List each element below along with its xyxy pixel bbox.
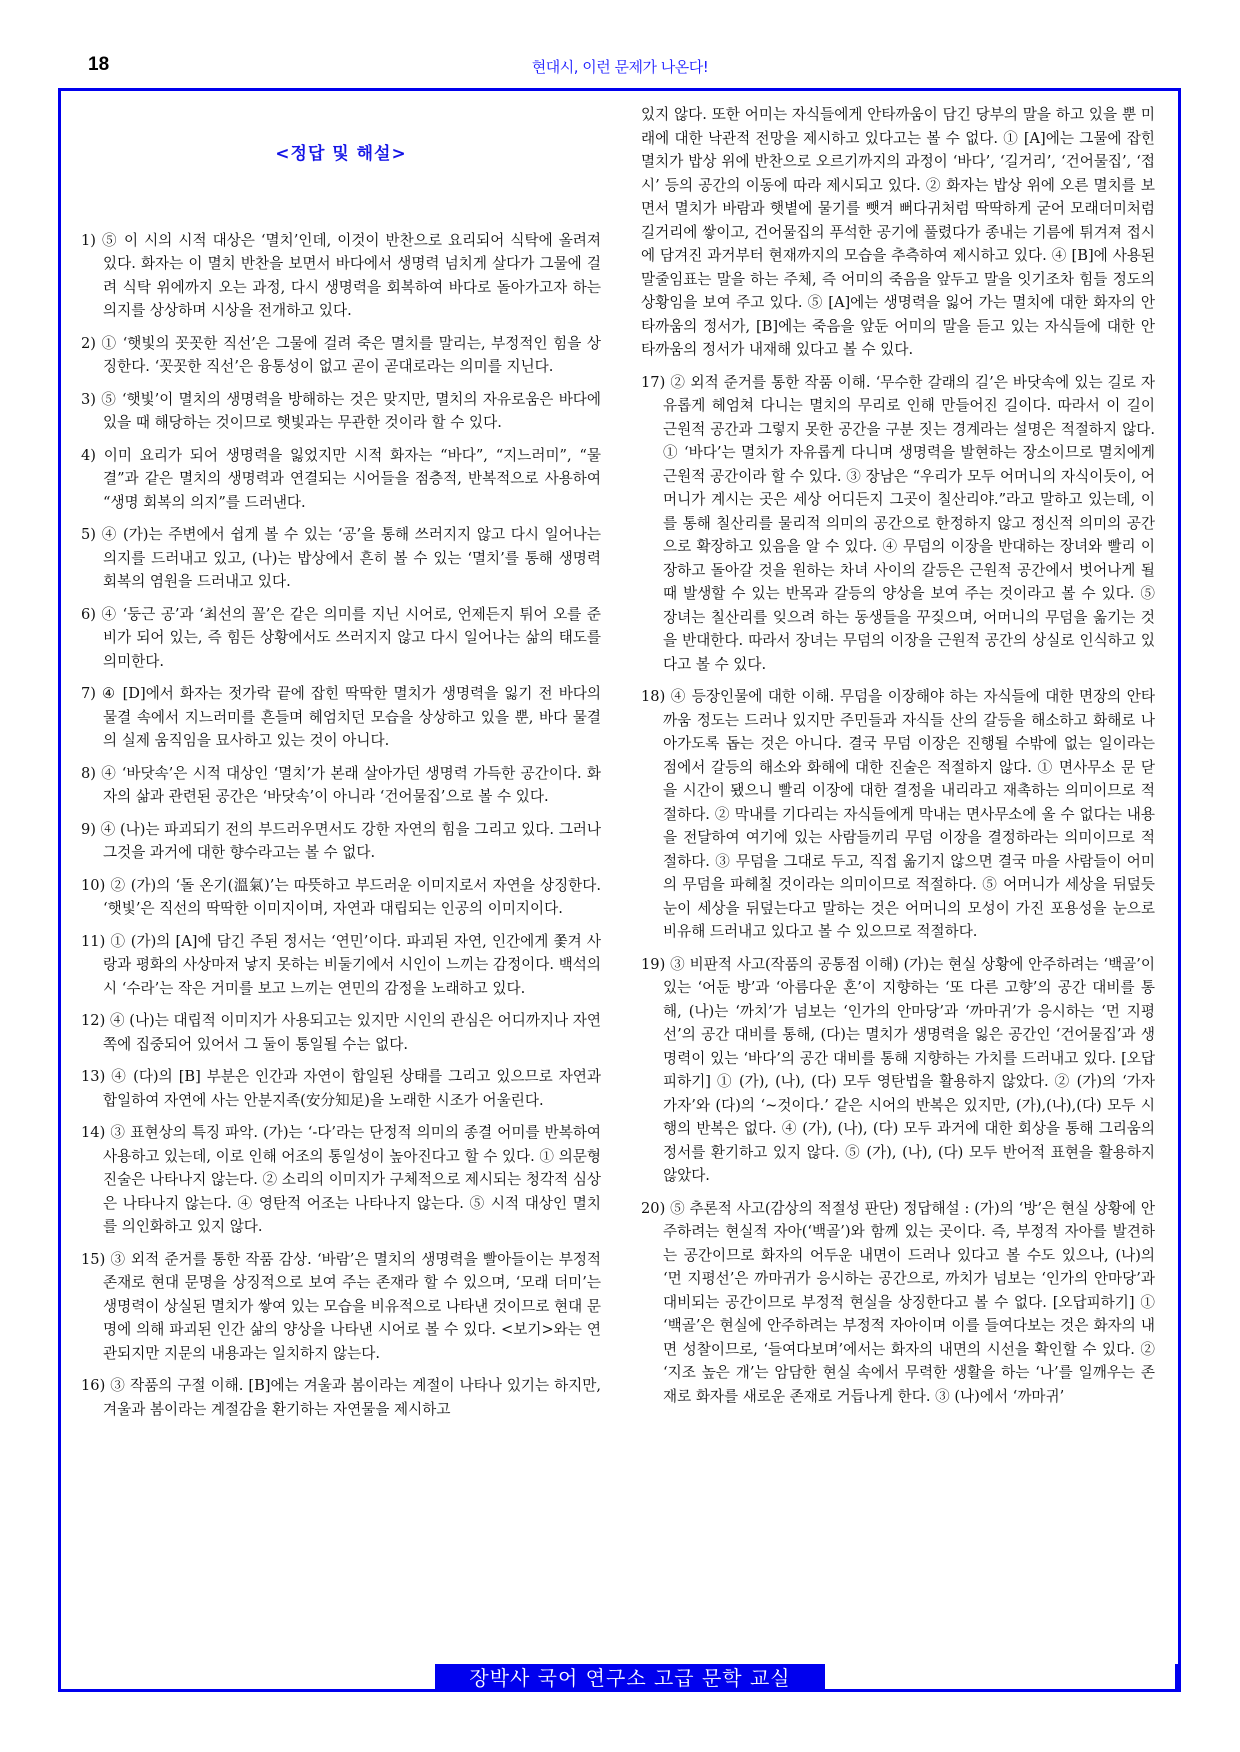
answer-item: 18) ④ 등장인물에 대한 이해. 무덤을 이장해야 하는 자식들에 대한 면장의 안타까움 정도는 드러나 있지만 주민들과 자식들 산의 갈등을 해소하고 화해로 나아가도록 돕는 것은 아니다. 결국 무덤 이장은 진행될 수밖에 없는 일이라는 점에서 갈등의 해소와 화해에 대한 진술은 적절하지 않다. ① 면사무소 문 닫을 시간이 됐으니 빨리 이장에 대한 결정을 내리라고 재촉하는 의미이므로 적절하다. ② 막내를 기다리는 자식들에게 막내는 면사무소에 올 수 없다는 내용을 전달하여 여기에 있는 사람들끼리 무덤 이장을 결정하라는 의미이므로 적절하다. ③ 무덤을 그대로 두고, 직접 옮기지 않으면 결국 마을 사람들이 어미의 무덤을 파헤칠 것이라는 의미이므로 적절하다. ⑤ 어머니가 세상을 뒤덮듯 눈이 세상을 뒤덮는다고 말하는 것은 어머니의 모성이 가진 포용성을 눈으로 비유해 드러내고 있다고 볼 수 있으므로 적절하다. <box>641 688 1155 940</box>
page-frame <box>58 88 1181 1692</box>
answer-item: 5) ④ (가)는 주변에서 쉽게 볼 수 있는 ‘공’을 통해 쓰러지지 않고 다시 일어나는 의지를 드러내고 있고, (나)는 밥상에서 흔히 볼 수 있는 ‘멸치’를 통해 생명력 회복의 염원을 드러내고 있다. <box>81 526 602 590</box>
answer-item: 1) ⑤ 이 시의 시적 대상은 ‘멸치’인데, 이것이 반찬으로 요리되어 식탁에 올려져 있다. 화자는 이 멸치 반찬을 보면서 바다에서 생명력 넘치게 살다가 그물에 걸려 식탁 위에까지 오는 과정, 다시 생명력을 회복하여 바다로 돌아가고자 하는 의지를 상상하며 시상을 전개하고 있다. <box>81 231 602 319</box>
answer-item: 15) ③ 외적 준거를 통한 작품 감상. ‘바람’은 멸치의 생명력을 빨아들이는 부정적 존재로 현대 문명을 상징적으로 보여 주는 존재라 할 수 있으며, ‘모래 더미’는 생명력이 상실된 멸치가 쌓여 있는 모습을 비유적으로 나타낸 것이므로 현대 문명에 의해 파괴된 인간 삶의 양상을 나타낸 시어로 볼 수 있다. <보기>와는 연관되지만 지문의 내용과는 일치하지 않는다. <box>81 1250 602 1362</box>
page-number: 18 <box>88 54 110 75</box>
running-title: 현대시, 이런 문제가 나온다! <box>531 58 709 76</box>
section-title: <정답 및 해설> <box>275 144 407 164</box>
answer-item: 19) ③ 비판적 사고(작품의 공통점 이해) (가)는 현실 상황에 안주하려는 ‘백골’이 있는 ‘어둔 방’과 ‘아름다운 혼’이 지향하는 ‘또 다른 고향’의 공간 대비를 통해, (나)는 ‘까치’가 넘보는 ‘인가의 안마당’과 ‘까마귀’가 응시하는 ‘먼 지평선’의 공간 대비를 통해, (다)는 멸치가 생명력을 잃은 공간인 ‘건어물집’과 생명력이 있는 ‘바다’의 공간 대비를 통해 지향하는 가치를 드러내고 있다. [오답피하기] ① (가), (나), (다) 모두 영탄법을 활용하지 않았다. ② (가)의 ‘가자 가자’와 (다)의 ‘~것이다.’ 같은 시어의 반복은 있지만, (가),(나),(다) 모두 시행의 반복은 없다. ④ (가), (나), (다) 모두 과거에 대한 회상을 통해 그리움의 정서를 환기하고 있지 않다. ⑤ (가), (나), (다) 모두 반어적 표현을 활용하지 않았다. <box>641 955 1155 1184</box>
answer-item: 7) ④ [D]에서 화자는 젓가락 끝에 잡힌 딱딱한 멸치가 생명력을 잃기 전 바다의 물결 속에서 지느러미를 흔들며 헤엄치던 모습을 상상하고 있을 뿐, 바다 물결의 실제 움직임을 묘사하고 있는 것이 아니다. <box>81 685 601 749</box>
answer-item: 10) ② (가)의 ‘돌 온기(溫氣)’는 따뜻하고 부드러운 이미지로서 자연을 상징한다. ‘햇빛’은 직선의 딱딱한 이미지이며, 자연과 대립되는 인공의 이미지이다. <box>81 876 602 917</box>
answer-item: 3) ⑤ ‘햇빛’이 멸치의 생명력을 방해하는 것은 맞지만, 멸치의 자유로움은 바다에 있을 때 해당하는 것이므로 햇빛과는 무관한 것이라 할 수 있다. <box>81 390 601 431</box>
answer-list-left <box>81 229 601 1422</box>
answer-item: 17) ② 외적 준거를 통한 작품 이해. ‘무수한 갈래의 길’은 바닷속에 있는 길로 자유롭게 헤엄쳐 다니는 멸치의 무리로 인해 만들어진 길이다. 따라서 이 길이 근원적 공간과 그렇지 못한 공간을 구분 짓는 경계라는 설명은 적절하지 않다. ① ‘바다’는 멸치가 자유롭게 다니며 생명력을 발현하는 장소이므로 멸치에게 근원적 공간이라 할 수 있다. ③ 장남은 “우리가 모두 어머니의 자식이듯이, 어머니가 계시는 곳은 세상 어디든지 그곳이 칠산리야.”라고 말하고 있는데, 이를 통해 칠산리를 물리적 의미의 공간으로 한정하지 않고 정신적 의미의 공간으로 확장하고 있음을 알 수 있다. ④ 무덤의 이장을 반대하는 장녀와 빨리 이장하고 돌아갈 것을 원하는 차녀 사이의 갈등은 근원적 공간에서 벗어나게 될 때 발생할 수 있는 반목과 갈등의 양상을 보여 주는 것이라고 볼 수 있다. ⑤ 장녀는 칠산리를 잊으려 하는 동생들을 꾸짖으며, 어머니의 무덤을 옮기는 것을 반대한다. 따라서 장녀는 무덤의 이장을 근원적 공간의 상실로 인식하고 있다고 볼 수 있다. <box>641 373 1156 673</box>
answer-item: 13) ④ (다)의 [B] 부분은 인간과 자연이 합일된 상태를 그리고 있으므로 자연과 합일하여 자연에 사는 안분지족(安分知足)을 노래한 시조가 어울린다. <box>81 1068 602 1109</box>
answer-item: 20) ⑤ 추론적 사고(감상의 적절성 판단) 정답해설 : (가)의 ‘방’은 현실 상황에 안주하려는 현실적 자아(‘백골’)와 함께 있는 곳이다. 즉, 부정적 자아를 발견하는 공간이므로 화자의 어두운 내면이 드러나 있다고 볼 수도 있으나, (나)의 ‘먼 지평선’은 까마귀가 응시하는 공간으로, 까치가 넘보는 ‘인가의 안마당’과 대비되는 공간이므로 부정적 현실을 상징한다고 볼 수 없다. [오답피하기] ① ‘백골’은 현실에 안주하려는 부정적 자아이며 이를 들여다보는 것은 화자의 내면 성찰이므로, ‘들여다보며’에서는 화자의 내면의 시선을 확인할 수 있다. ② ‘지조 높은 개’는 암담한 현실 속에서 무력한 생활을 하는 ‘나’를 일깨우는 존재로 화자를 새로운 존재로 거듭나게 한다. ③ (나)에서 ‘까마귀’ <box>641 1199 1156 1405</box>
footer-banner: 장박사 국어 연구소 고급 문학 교실 <box>435 1664 825 1692</box>
answer-item: 16) ③ 작품의 구절 이해. [B]에는 겨울과 봄이라는 계절이 나타나 있기는 하지만, 겨울과 봄이라는 계절감을 환기하는 자연물을 제시하고 <box>81 1377 602 1418</box>
frame-corner-accent <box>1175 1664 1181 1692</box>
answer-item: 11) ① (가)의 [A]에 담긴 주된 정서는 ‘연민’이다. 파괴된 자연, 인간에게 쫓겨 사랑과 평화의 사상마저 낳지 못하는 비둘기에서 시인이 느끼는 감정이다. 백석의 시 ‘수라’는 작은 거미를 보고 느끼는 연민의 감정을 노래하고 있다. <box>81 932 602 997</box>
answer-item: 14) ③ 표현상의 특징 파악. (가)는 ‘-다’라는 단정적 의미의 종결 어미를 반복하여 사용하고 있는데, 이로 인해 어조의 통일성이 높아진다고 할 수 있다. ① 의문형 진술은 나타나지 않는다. ② 소리의 이미지가 구체적으로 제시되는 청각적 심상은 나타나지 않는다. ④ 영탄적 어조는 나타나지 않는다. ⑤ 시적 대상인 멸치를 의인화하고 있지 않다. <box>81 1124 602 1235</box>
answer-item: 4) 이미 요리가 되어 생명력을 잃었지만 시적 화자는 “바다”, “지느러미”, “물결”과 같은 멸치의 생명력과 연결되는 시어들을 점층적, 반복적으로 사용하여 “생명 회복의 의지”를 드러낸다. <box>81 446 601 511</box>
answer-item: 6) ④ ‘둥근 공’과 ‘최선의 꼴’은 같은 의미를 지닌 시어로, 언제든지 튀어 오를 준비가 되어 있는, 즉 힘든 상황에서도 쓰러지지 않고 다시 일어나는 삶의 태도를 의미한다. <box>81 605 601 670</box>
answer-continuation: 있지 않다. 또한 어미는 자식들에게 안타까움이 담긴 당부의 말을 하고 있을 뿐 미래에 대한 낙관적 전망을 제시하고 있다고는 볼 수 없다. ① [A]에는 그물에 잡힌 멸치가 밥상 위에 반찬으로 오르기까지의 과정이 ‘바다’, ‘길거리’, ‘건어물집’, ‘접시’ 등의 공간의 이동에 따라 제시되고 있다. ② 화자는 밥상 위에 오른 멸치를 보면서 멸치가 바람과 햇볕에 물기를 뺏겨 뻐다귀처럼 딱딱하게 굳어 모래더미처럼 길거리에 쌓이고, 건어물집의 푸석한 공기에 풀렸다가 종내는 기름에 튀겨져 접시에 담겨진 과거부터 현재까지의 모습을 추측하여 제시하고 있다. ④ [B]에 사용된 말줄임표는 말을 하는 주체, 즉 어미의 죽음을 앞두고 말을 잇기조차 힘들 정도의 상황임을 보여 주고 있다. ⑤ [A]에는 생명력을 잃어 가는 멸치에 대한 화자의 안타까움의 정서가, [B]에는 죽음을 앞둔 어미의 말을 듣고 있는 자식들에 대한 안타까움의 정서가 내재해 있다고 볼 수 있다. <box>641 106 1155 358</box>
answer-item: 12) ④ (나)는 대립적 이미지가 사용되고는 있지만 시인의 관심은 어디까지나 자연 쪽에 집중되어 있어서 그 둘이 통일될 수는 없다. <box>81 1012 601 1053</box>
right-column <box>641 103 1155 1417</box>
answer-item: 2) ① ‘햇빛의 꼿꼿한 직선’은 그물에 걸려 죽은 멸치를 말리는, 부정적인 힘을 상징한다. ‘꼿꼿한 직선’은 융통성이 없고 곧이 곧대로라는 의미를 지닌다. <box>81 334 601 375</box>
left-column <box>81 91 601 1430</box>
answer-item: 8) ④ ‘바닷속’은 시적 대상인 ‘멸치’가 본래 살아가던 생명력 가득한 공간이다. 화자의 삶과 관련된 공간은 ‘바닷속’이 아니라 ‘건어물집’으로 볼 수 있다. <box>81 764 602 805</box>
answer-item: 9) ④ (나)는 파괴되기 전의 부드러우면서도 강한 자연의 힘을 그리고 있다. 그러나 그것을 과거에 대한 향수라고는 볼 수 없다. <box>81 820 601 861</box>
